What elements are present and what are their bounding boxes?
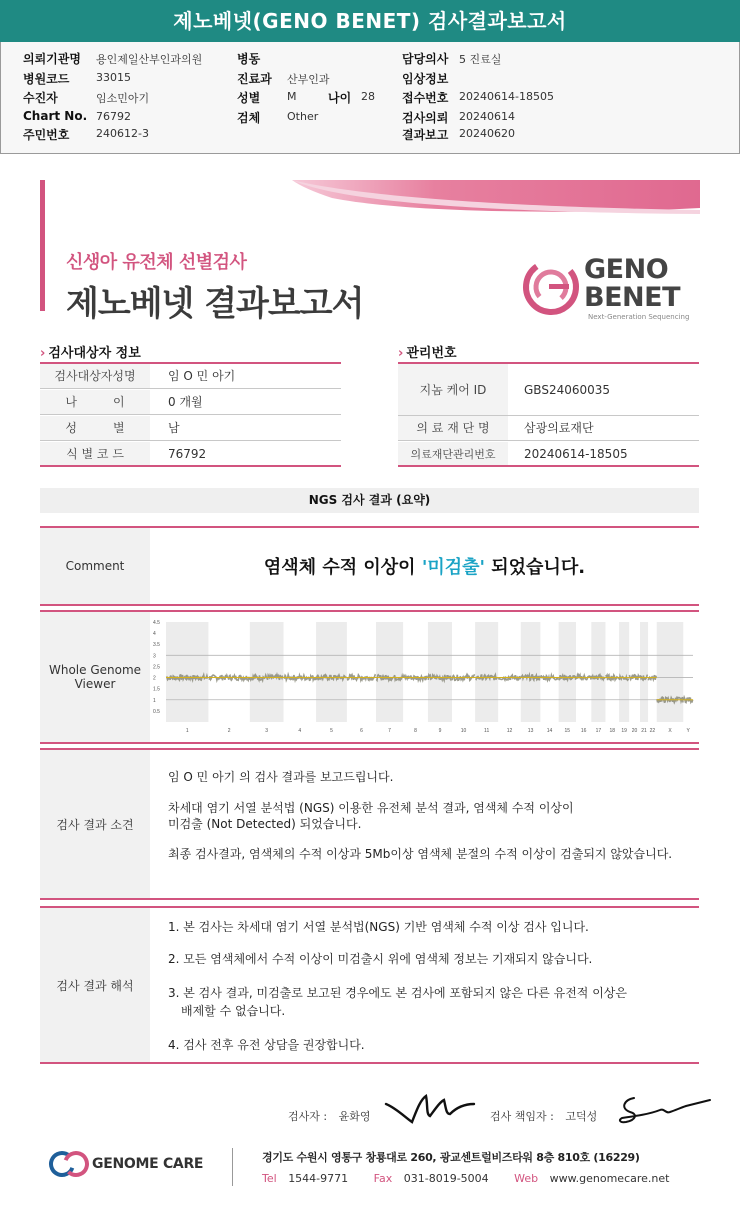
supervisor-signature-image xyxy=(616,1090,712,1126)
findings-line: 최종 검사결과, 염색체의 수적 이상과 5Mb이상 염색체 분절의 수적 이상이 검출되지 않았습니다. xyxy=(168,847,673,861)
info-value: 용인제일산부인과의원 xyxy=(96,53,203,66)
management-section-heading xyxy=(398,342,457,361)
y-tick-label: 2 xyxy=(153,675,156,682)
subject-heading-text: 검사대상자 정보 xyxy=(48,346,141,361)
interpretation-label: 검사 결과 해석 xyxy=(40,908,150,1062)
x-tick-label: 20 xyxy=(631,728,638,734)
genome-care-logo-icon xyxy=(48,1148,90,1180)
info-value: 20240620 xyxy=(459,127,515,140)
x-tick-label: 14 xyxy=(546,728,553,734)
chromosome-band xyxy=(316,622,347,722)
web-label: Web xyxy=(514,1172,539,1185)
supervisor-signature xyxy=(490,1108,597,1124)
interpretation-line: 1. 본 검사는 차세대 염기 서열 분석법(NGS) 기반 염색체 수적 이상 검사 입니다. xyxy=(168,920,589,934)
management-row xyxy=(398,442,699,467)
subject-row xyxy=(40,442,341,467)
findings-block xyxy=(40,748,699,900)
x-tick-label: 12 xyxy=(506,728,513,734)
y-tick-label: 1.5 xyxy=(153,686,160,693)
x-tick-label: 10 xyxy=(460,728,467,734)
info-label: 검체 xyxy=(237,111,261,125)
subject-row-label: 검사대상자성명 xyxy=(40,364,150,388)
x-tick-label: 2 xyxy=(227,728,231,734)
info-clinical xyxy=(402,70,602,89)
fax-value: 031-8019-5004 xyxy=(403,1172,489,1185)
x-tick-label: 16 xyxy=(580,728,587,734)
subject-row xyxy=(40,364,341,389)
x-tick-label: 3 xyxy=(265,728,269,734)
info-value: 임소민아기 xyxy=(96,92,150,105)
tester-name: 윤화영 xyxy=(338,1110,371,1123)
info-department xyxy=(237,70,387,89)
findings-line: 차세대 염기 서열 분석법 (NGS) 이용한 유전체 분석 결과, 염색체 수적 이상이 xyxy=(168,801,574,815)
y-tick-label: 1 xyxy=(153,697,156,704)
management-row-label: 의료재단관리번호 xyxy=(398,442,508,465)
interpretation-line: 3. 본 검사 결과, 미검출로 보고된 경우에도 본 검사에 포함되지 않은 다른 유전적 이상은 xyxy=(168,986,627,1000)
supervisor-name: 고덕성 xyxy=(565,1110,598,1123)
management-row xyxy=(398,364,699,416)
report-subtitle: 신생아 유전체 선별검사 xyxy=(66,252,247,273)
info-label: 결과보고 xyxy=(402,128,449,142)
info-value: 76792 xyxy=(96,110,131,123)
comment-block xyxy=(40,526,699,606)
subject-row-label: 성 별 xyxy=(40,416,150,440)
info-hospital-code xyxy=(23,70,223,89)
report-title: 제노베넷 결과보고서 xyxy=(66,284,364,324)
info-label: 병동 xyxy=(237,52,261,66)
x-tick-label: 11 xyxy=(484,728,490,734)
info-label: Chart No. xyxy=(23,109,88,123)
subject-section-heading xyxy=(40,342,141,361)
management-row-value: GBS24060035 xyxy=(524,383,611,397)
supervisor-label: 검사 책임자 : xyxy=(490,1110,554,1123)
geno-benet-logo xyxy=(522,256,692,326)
report-banner-title: 제노베넷(GENO BENET) 검사결과보고서 xyxy=(0,0,740,42)
subject-row-label: 식 별 코 드 xyxy=(40,442,150,465)
info-institution xyxy=(23,50,223,69)
x-tick-label: 17 xyxy=(595,728,602,734)
x-tick-label: 15 xyxy=(564,728,571,734)
info-value: 20240614 xyxy=(459,110,515,123)
management-row-value: 삼광의료재단 xyxy=(524,421,594,435)
subject-row-value: 76792 xyxy=(168,447,207,461)
chromosome-band xyxy=(657,622,684,722)
management-heading-text: 관리번호 xyxy=(406,346,457,361)
findings-line: 임 O 민 아기 의 검사 결과를 보고드립니다. xyxy=(168,770,394,784)
info-label: 나이 xyxy=(328,91,352,105)
chromosome-band xyxy=(619,622,629,722)
chromosome-band xyxy=(640,622,648,722)
footer-address: 경기도 수원시 영통구 창룡대로 260, 광교센트럴비즈타워 8층 810호 (16229) xyxy=(262,1151,640,1164)
x-tick-label: 1 xyxy=(185,728,189,734)
info-ward xyxy=(237,50,387,69)
x-tick-label: 13 xyxy=(527,728,534,734)
interpretation-line: 2. 모든 염색체에서 수적 이상이 미검출시 위에 염색체 정보는 기재되지 않습니다. xyxy=(168,952,593,966)
subject-row-label: 나 이 xyxy=(40,390,150,414)
management-row-value: 20240614-18505 xyxy=(524,447,628,461)
chromosome-band xyxy=(166,622,208,722)
x-tick-label: Y xyxy=(686,728,690,734)
x-tick-label: 21 xyxy=(641,728,647,734)
info-value: 240612-3 xyxy=(96,127,149,140)
chromosome-band xyxy=(376,622,403,722)
info-accession xyxy=(402,89,602,108)
management-row xyxy=(398,416,699,441)
info-label: 검사의뢰 xyxy=(402,111,449,125)
management-row-label: 의 료 재 단 명 xyxy=(398,416,508,440)
x-tick-label: 19 xyxy=(621,728,627,734)
chromosome-band xyxy=(591,622,605,722)
x-tick-label: 7 xyxy=(388,728,391,734)
fax-label: Fax xyxy=(373,1172,393,1185)
subject-row-value: 임 O 민 아기 xyxy=(168,369,236,383)
findings-label: 검사 결과 소견 xyxy=(40,750,150,898)
y-tick-label: 3.5 xyxy=(153,642,160,649)
info-patient xyxy=(23,89,223,108)
x-tick-label: 18 xyxy=(609,728,616,734)
tel-label: Tel xyxy=(262,1172,277,1185)
comment-text-pre: 염색체 수적 이상이 xyxy=(263,557,422,578)
comment-text xyxy=(150,528,699,604)
tester-signature-image xyxy=(384,1092,476,1126)
info-value: Other xyxy=(287,110,319,123)
subject-row xyxy=(40,390,341,415)
tel-value: 1544-9771 xyxy=(288,1172,349,1185)
y-tick-label: 3 xyxy=(153,653,156,660)
chevron-right-icon: › xyxy=(40,346,46,361)
info-label: 진료과 xyxy=(237,72,272,86)
chromosome-band xyxy=(250,622,284,722)
comment-text-post: 되었습니다. xyxy=(485,557,586,578)
chromosome-band xyxy=(521,622,541,722)
info-label: 수진자 xyxy=(23,91,58,105)
footer-contact xyxy=(262,1172,669,1185)
logo-text-geno: GENO xyxy=(584,254,669,285)
management-row-label: 지놈 케어 ID xyxy=(398,364,508,415)
geno-benet-logo-icon xyxy=(522,258,580,316)
genome-viewer-label: Whole Genome Viewer xyxy=(40,612,150,742)
x-tick-label: 9 xyxy=(438,728,442,734)
chromosome-band xyxy=(475,622,498,722)
chromosome-band xyxy=(559,622,576,722)
info-age xyxy=(328,89,388,108)
info-value: M xyxy=(287,90,297,103)
genome-care-logo-text: GENOME CARE xyxy=(92,1156,204,1172)
footer-divider xyxy=(232,1148,233,1186)
interpretation-line: 배제할 수 없습니다. xyxy=(181,1004,286,1018)
info-report-date xyxy=(402,126,602,145)
y-tick-label: 0.5 xyxy=(153,708,160,715)
comment-text-highlight: '미검출' xyxy=(421,557,486,578)
x-tick-label: 8 xyxy=(414,728,417,734)
info-value: 산부인과 xyxy=(287,73,330,86)
chromosome-band xyxy=(428,622,452,722)
y-tick-label: 4 xyxy=(153,631,156,638)
subject-row-value: 0 개월 xyxy=(168,395,203,409)
info-value: 20240614-18505 xyxy=(459,90,554,103)
x-tick-label: 5 xyxy=(330,728,333,734)
x-tick-label: 22 xyxy=(649,728,656,734)
info-specimen xyxy=(237,109,387,128)
info-label: 담당의사 xyxy=(402,52,449,66)
info-value: 28 xyxy=(361,90,375,103)
logo-text-benet: BENET xyxy=(584,282,680,313)
info-label: 주민번호 xyxy=(23,128,70,142)
info-resident-no xyxy=(23,126,223,145)
genome-viewer-block xyxy=(40,610,699,744)
comment-label: Comment xyxy=(40,528,150,604)
ngs-summary-heading: NGS 검사 결과 (요약) xyxy=(40,488,699,513)
tester-signature xyxy=(288,1108,370,1124)
subject-row xyxy=(40,416,341,441)
decorative-pink-stripe xyxy=(292,180,700,214)
info-doctor xyxy=(402,50,602,69)
x-tick-label: 6 xyxy=(360,728,363,734)
info-label: 성별 xyxy=(237,91,261,105)
logo-tagline: Next-Generation Sequencing xyxy=(588,313,690,321)
info-label: 접수번호 xyxy=(402,91,449,105)
y-tick-label: 4.5 xyxy=(153,620,160,626)
interpretation-line: 4. 검사 전후 유전 상담을 권장합니다. xyxy=(168,1038,365,1052)
findings-line: 미검출 (Not Detected) 되었습니다. xyxy=(168,817,362,831)
info-value: 33015 xyxy=(96,71,131,84)
tester-label: 검사자 : xyxy=(288,1110,328,1123)
y-tick-label: 2.5 xyxy=(153,664,160,671)
chevron-right-icon: › xyxy=(398,346,404,361)
patient-info-strip xyxy=(0,42,740,154)
info-label: 임상정보 xyxy=(402,72,449,86)
accent-bar xyxy=(40,180,45,311)
info-label: 의뢰기관명 xyxy=(23,52,81,66)
interpretation-block xyxy=(40,906,699,1064)
info-label: 병원코드 xyxy=(23,72,70,86)
x-tick-label: 4 xyxy=(298,728,302,734)
web-value: www.genomecare.net xyxy=(549,1172,670,1185)
subject-row-value: 남 xyxy=(168,421,180,435)
x-tick-label: X xyxy=(668,728,672,734)
info-value: 5 진료실 xyxy=(459,53,502,66)
whole-genome-chart xyxy=(152,616,697,740)
